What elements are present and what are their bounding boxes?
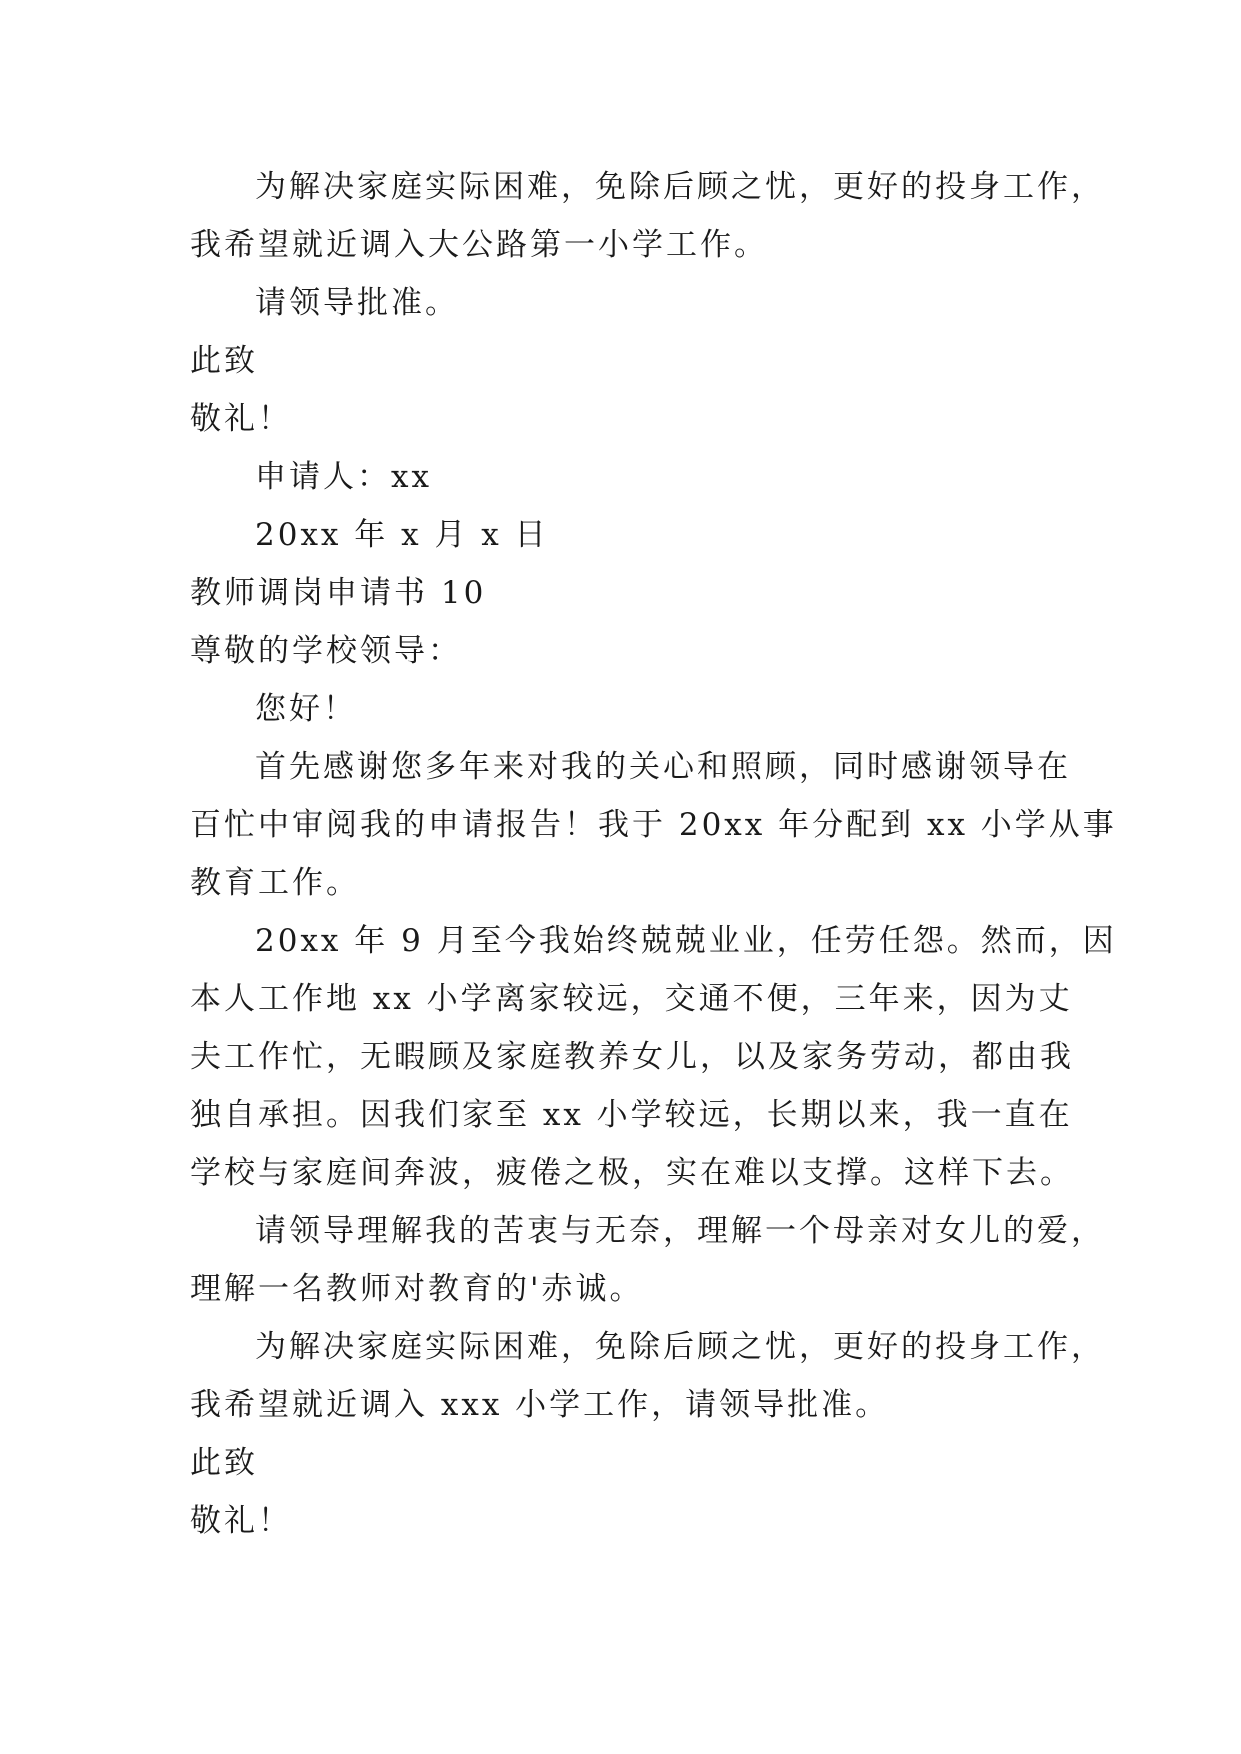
paragraph-line: 百忙中审阅我的申请报告！我于 20xx 年分配到 xx 小学从事 (190, 807, 1117, 843)
salutation: 尊敬的学校领导： (190, 633, 462, 669)
closing-line: 此致 (190, 343, 258, 379)
paragraph-line: 请领导批准。 (255, 285, 459, 321)
paragraph-line: 为解决家庭实际困难，免除后顾之忧，更好的投身工作， (255, 1329, 1105, 1365)
paragraph-line: 夫工作忙，无暇顾及家庭教养女儿，以及家务劳动，都由我 (190, 1039, 1074, 1075)
paragraph-line: 理解一名教师对教育的'赤诚。 (190, 1271, 644, 1307)
paragraph-line: 我希望就近调入大公路第一小学工作。 (190, 227, 768, 263)
paragraph-line: 20xx 年 9 月至今我始终兢兢业业，任劳任怨。然而，因 (255, 923, 1117, 959)
closing-line: 此致 (190, 1445, 258, 1481)
paragraph-line: 独自承担。因我们家至 xx 小学较远，长期以来，我一直在 (190, 1097, 1073, 1133)
applicant-line: 申请人：xx (255, 459, 432, 495)
section-title: 教师调岗申请书 10 (190, 575, 487, 611)
paragraph-line: 学校与家庭间奔波，疲倦之极，实在难以支撑。这样下去。 (190, 1155, 1074, 1191)
paragraph-line: 请领导理解我的苦衷与无奈，理解一个母亲对女儿的爱， (255, 1213, 1105, 1249)
closing-line: 敬礼！ (190, 401, 292, 437)
date-line: 20xx 年 x 月 x 日 (255, 517, 549, 553)
paragraph-line: 本人工作地 xx 小学离家较远，交通不便，三年来，因为丈 (190, 981, 1073, 1017)
paragraph-line: 教育工作。 (190, 865, 360, 901)
paragraph-line: 我希望就近调入 xxx 小学工作，请领导批准。 (190, 1387, 890, 1423)
paragraph-line: 为解决家庭实际困难，免除后顾之忧，更好的投身工作， (255, 169, 1105, 205)
paragraph-line: 首先感谢您多年来对我的关心和照顾，同时感谢领导在 (255, 749, 1071, 785)
greeting: 您好！ (255, 691, 357, 727)
closing-line: 敬礼！ (190, 1503, 292, 1539)
